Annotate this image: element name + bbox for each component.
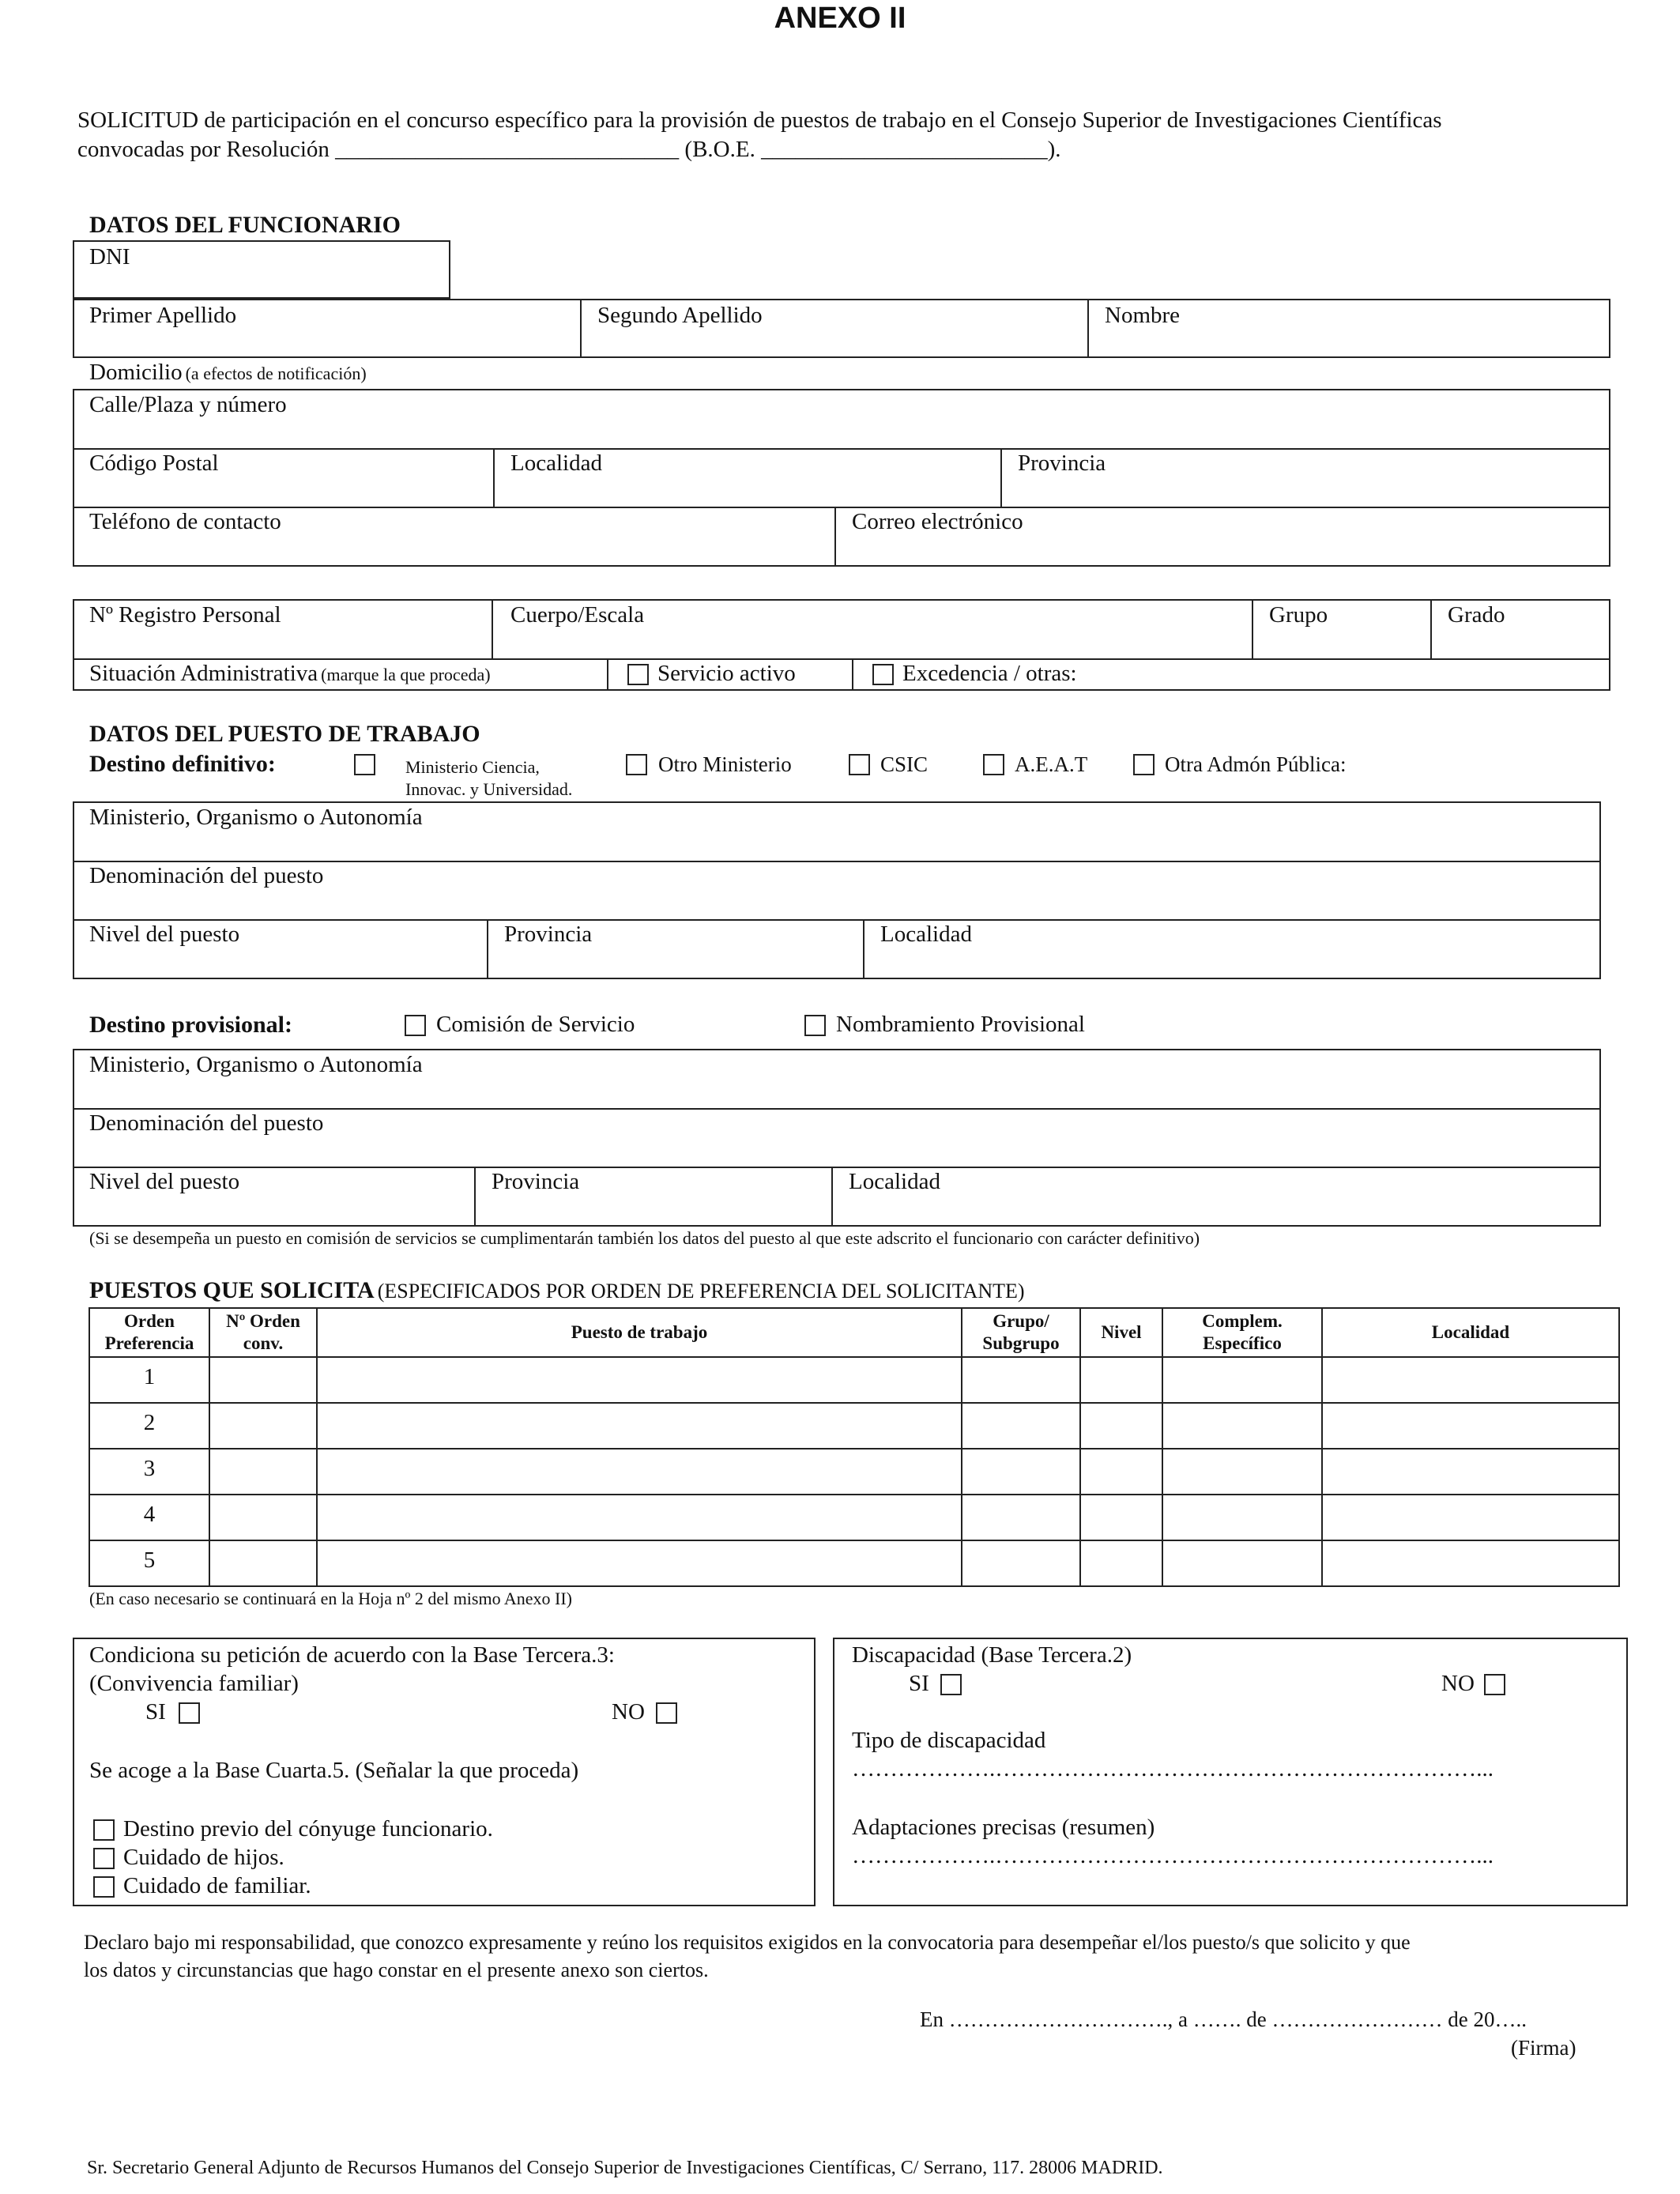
def-nivel-label: Nivel del puesto [89,922,240,947]
comision-note: (Si se desempeña un puesto en comisión de servicios se cumplimentarán también los datos del puesto al que este adscrito el funcionario con carácter definitivo) [89,1228,1200,1248]
adaptaciones-dots[interactable]: ……………….………………………………………………………... [852,1843,1494,1868]
solicita-heading-note: (ESPECIFICADOS POR ORDEN DE PREFERENCIA DEL SOLICITANTE) [377,1280,1025,1302]
situacion-note: (marque la que proceda) [321,665,491,684]
condiciona-line-1: Condiciona su petición de acuerdo con la Base Tercera.3: [89,1642,615,1668]
aeat-label: A.E.A.T [1015,752,1088,776]
base-cuarta-label: Se acoge a la Base Cuarta.5. (Señalar la que proceda) [89,1758,579,1783]
discapacidad-box [833,1638,1628,1906]
condiciona-si-checkbox[interactable] [179,1702,200,1724]
otra-admon-checkbox[interactable] [1133,754,1155,775]
comision-checkbox[interactable] [405,1015,426,1036]
excedencia-checkbox[interactable] [872,664,894,685]
ministerio-ciencia-label-2: Innovac. y Universidad. [405,779,573,799]
nombre-label: Nombre [1105,303,1181,328]
prov-ministerio-label: Ministerio, Organismo o Autonomía [89,1052,423,1077]
aeat-checkbox[interactable] [983,754,1004,775]
table-row-2-orden: 2 [143,1410,156,1435]
grado-label: Grado [1448,602,1505,628]
excedencia-label: Excedencia / otras: [902,661,1077,686]
section-funcionario-heading: DATOS DEL FUNCIONARIO [89,212,401,238]
intro-line-1: SOLICITUD de participación en el concurso específico para la provisión de puestos de trabajo en el Consejo Superior de Investigaciones Científicas [77,107,1442,133]
prov-nivel-label: Nivel del puesto [89,1169,240,1194]
col-orden-header: Orden Preferencia [104,1311,194,1353]
familiar-label: Cuidado de familiar. [123,1873,311,1898]
telefono-label: Teléfono de contacto [89,509,281,534]
csic-checkbox[interactable] [849,754,870,775]
servicio-activo-label: Servicio activo [657,661,796,686]
otra-admon-label: Otra Admón Pública: [1165,752,1347,776]
nombramiento-checkbox[interactable] [804,1015,826,1036]
domicilio-heading [89,360,367,386]
csic-label: CSIC [880,752,929,776]
col-norden-header: Nº Orden conv. [226,1311,300,1353]
page-title: ANEXO II [774,2,906,35]
cuerpo-label: Cuerpo/Escala [510,602,645,628]
table-row-3-orden: 3 [143,1456,156,1481]
prov-provincia-label: Provincia [492,1169,580,1194]
prov-denominacion-label: Denominación del puesto [89,1110,324,1136]
hijos-label: Cuidado de hijos. [123,1845,284,1870]
discapacidad-si-label: SI [909,1671,929,1696]
declaracion [84,1928,1609,1984]
situacion-label-group [89,661,491,687]
col-grupo-header: Grupo/ Subgrupo [982,1311,1060,1353]
condiciona-no-checkbox[interactable] [656,1702,677,1724]
section-puesto-heading: DATOS DEL PUESTO DE TRABAJO [89,721,480,747]
discapacidad-no-checkbox[interactable] [1484,1674,1505,1695]
ministerio-ciencia-checkbox[interactable] [354,754,375,775]
otro-ministerio-label: Otro Ministerio [658,752,792,776]
table-note: (En caso necesario se continuará en la Hoja nº 2 del mismo Anexo II) [89,1589,573,1608]
domicilio-label: Domicilio [89,360,183,385]
otro-ministerio-checkbox[interactable] [626,754,647,775]
table-row-5-orden: 5 [143,1547,156,1573]
condiciona-box [73,1638,816,1906]
conyuge-checkbox[interactable] [93,1819,115,1841]
grupo-label: Grupo [1269,602,1328,628]
situacion-label: Situación Administrativa [89,661,318,686]
def-localidad-label: Localidad [880,922,972,947]
col-localidad-header: Localidad [1431,1322,1510,1342]
tipo-discapacidad-dots[interactable]: ……………….………………………………………………………... [852,1756,1494,1781]
table-row-1-orden: 1 [143,1364,156,1389]
prov-localidad-label: Localidad [849,1169,940,1194]
hijos-checkbox[interactable] [93,1848,115,1869]
domicilio-box [73,389,1610,567]
def-denominacion-label: Denominación del puesto [89,863,324,888]
solicita-heading-group [89,1277,1025,1304]
discapacidad-no-label: NO [1441,1671,1475,1696]
condiciona-si-label: SI [145,1699,166,1725]
col-puesto-header: Puesto de trabajo [571,1322,708,1342]
lugar-fecha[interactable]: En …………………………., a ……. de …………………… de 20….. [920,2007,1527,2031]
correo-label: Correo electrónico [852,509,1023,534]
calle-label: Calle/Plaza y número [89,392,287,417]
col-nivel-header: Nivel [1101,1322,1142,1342]
nombramiento-label: Nombramiento Provisional [836,1012,1085,1037]
segundo-apellido-label: Segundo Apellido [597,303,763,328]
dni-field[interactable] [73,240,450,299]
adaptaciones-label: Adaptaciones precisas (resumen) [852,1815,1155,1840]
destino-provisional-box [73,1049,1601,1227]
discapacidad-si-checkbox[interactable] [940,1674,962,1695]
solicita-heading: PUESTOS QUE SOLICITA [89,1277,375,1303]
condiciona-line-2: (Convivencia familiar) [89,1671,299,1696]
condiciona-no-label: NO [612,1699,645,1725]
ministerio-ciencia-label-1: Ministerio Ciencia, [405,757,540,777]
firma-label: (Firma) [1511,2036,1576,2060]
familiar-checkbox[interactable] [93,1876,115,1898]
destino-definitivo-box [73,801,1601,979]
registro-label: Nº Registro Personal [89,602,281,628]
tipo-discapacidad-label: Tipo de discapacidad [852,1728,1046,1753]
footer-address: Sr. Secretario General Adjunto de Recursos Humanos del Consejo Superior de Investigaciones Científicas, C/ Serrano, 117. 28006 MADRID. [87,2158,1163,2178]
col-complem-header: Complem. Específico [1202,1311,1283,1353]
discapacidad-title: Discapacidad (Base Tercera.2) [852,1642,1132,1668]
def-provincia-label: Provincia [504,922,593,947]
nombre-row [73,299,1610,358]
declaracion-line-2: los datos y circunstancias que hago constar en el presente anexo son ciertos. [84,1958,709,1981]
servicio-activo-checkbox[interactable] [627,664,649,685]
intro-line-2: convocadas por Resolución ______________________________ (B.O.E. _________________________). [77,137,1061,162]
declaracion-line-1: Declaro bajo mi responsabilidad, que conozco expresamente y reúno los requisitos exigidos en la convocatoria para desempeñar el/los puesto/s que solicito y que [84,1931,1411,1954]
localidad-label: Localidad [510,450,602,476]
provincia-label: Provincia [1018,450,1106,476]
conyuge-label: Destino previo del cónyuge funcionario. [123,1816,493,1842]
destino-provisional-label: Destino provisional: [89,1012,292,1038]
dni-label: DNI [89,244,130,270]
primer-apellido-label: Primer Apellido [89,303,237,328]
domicilio-note: (a efectos de notificación) [185,364,367,383]
puestos-table [89,1307,1620,1587]
table-row-4-orden: 4 [143,1502,156,1527]
comision-label: Comisión de Servicio [436,1012,635,1037]
destino-definitivo-label: Destino definitivo: [89,751,276,777]
def-ministerio-label: Ministerio, Organismo o Autonomía [89,805,423,830]
codigo-postal-label: Código Postal [89,450,219,476]
registro-box [73,599,1610,691]
